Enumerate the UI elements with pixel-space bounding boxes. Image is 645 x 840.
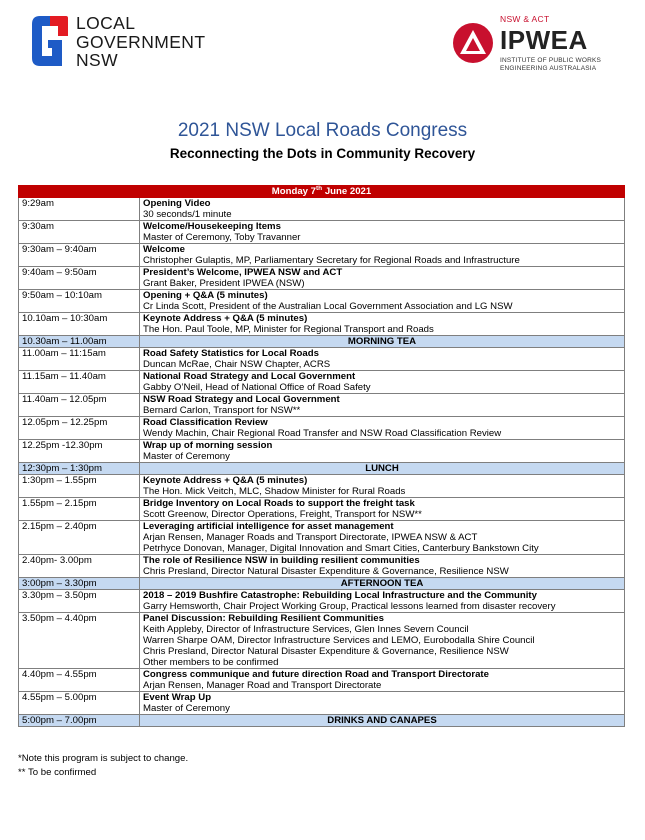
session-row	[19, 475, 625, 498]
local-government-nsw-logo	[28, 14, 218, 70]
session-speaker: Gabby O’Neil, Head of National Office of Road Safety	[143, 382, 371, 393]
session-title: 2018 – 2019 Bushfire Catastrophe: Rebuilding Local Infrastructure and the Community	[143, 590, 537, 601]
ipwea-triangle-icon	[452, 22, 494, 64]
session-title: Keynote Address + Q&A (5 minutes)	[143, 475, 308, 486]
session-time: 10.30am – 11.00am	[19, 336, 140, 348]
session-row	[19, 371, 625, 394]
session-title: Road Classification Review	[143, 417, 268, 428]
session-details	[140, 221, 625, 244]
session-row	[19, 198, 625, 221]
session-details	[140, 290, 625, 313]
session-row	[19, 498, 625, 521]
document-title: 2021 NSW Local Roads Congress	[177, 120, 468, 141]
session-speaker: Warren Sharpe OAM, Director Infrastructure Services and LEMO, Eurobodalla Shire Council	[143, 635, 535, 646]
session-title: NSW Road Strategy and Local Government	[143, 394, 340, 405]
session-details	[140, 394, 625, 417]
session-speaker: Wendy Machin, Chair Regional Road Transfer and NSW Road Classification Review	[143, 428, 502, 439]
session-speaker: Duncan McRae, Chair NSW Chapter, ACRS	[143, 359, 331, 370]
day-header-prefix: Monday 7	[271, 186, 317, 197]
day-header-row	[19, 186, 625, 198]
session-time: 9:30am – 9:40am	[19, 244, 140, 267]
session-details	[140, 475, 625, 498]
session-row	[19, 417, 625, 440]
session-details	[140, 613, 625, 669]
session-title: National Road Strategy and Local Government	[143, 371, 356, 382]
session-row	[19, 394, 625, 417]
session-speaker: Arjan Rensen, Manager Roads and Transport Directorate, IPWEA NSW & ACT	[143, 532, 478, 543]
session-row	[19, 692, 625, 715]
session-speaker: Scott Greenow, Director Operations, Freight, Transport for NSW**	[143, 509, 422, 520]
session-time: 1.55pm – 2.15pm	[19, 498, 140, 521]
session-row	[19, 440, 625, 463]
session-time: 12.05pm – 12.25pm	[19, 417, 140, 440]
session-speaker: Bernard Carlon, Transport for NSW**	[143, 405, 301, 416]
session-row	[19, 244, 625, 267]
ipwea-region: NSW & ACT	[500, 14, 550, 24]
lg-line-3: NSW	[76, 50, 119, 70]
session-time: 10.10am – 10:30am	[19, 313, 140, 336]
session-details	[140, 498, 625, 521]
session-details	[140, 590, 625, 613]
ipwea-subtitle-line-1: INSTITUTE OF PUBLIC WORKS	[500, 57, 602, 64]
break-label: DRINKS AND CANAPES	[140, 715, 625, 727]
session-speaker: Chris Presland, Director Natural Disaster Expenditure & Governance, Resilience NSW	[143, 566, 509, 577]
session-title: Opening + Q&A (5 minutes)	[143, 290, 268, 301]
session-row	[19, 290, 625, 313]
session-title: Road Safety Statistics for Local Roads	[143, 348, 319, 359]
session-row	[19, 590, 625, 613]
session-speaker: Cr Linda Scott, President of the Australian Local Government Association and LG NSW	[143, 301, 513, 312]
session-title: Congress communique and future direction Road and Transport Directorate	[143, 669, 489, 680]
break-row	[19, 578, 625, 590]
session-details	[140, 521, 625, 555]
break-label: MORNING TEA	[140, 336, 625, 348]
session-time: 12.25pm -12.30pm	[19, 440, 140, 463]
session-title: Welcome/Housekeeping Items	[143, 221, 281, 232]
break-row	[19, 715, 625, 727]
session-details	[140, 440, 625, 463]
session-title: Panel Discussion: Rebuilding Resilient Communities	[143, 613, 384, 624]
session-speaker: The Hon. Mick Veitch, MLC, Shadow Minister for Rural Roads	[143, 486, 406, 497]
ipwea-logo	[452, 14, 632, 74]
session-speaker: Master of Ceremony	[143, 703, 230, 714]
session-details	[140, 198, 625, 221]
session-details	[140, 669, 625, 692]
session-time: 11.40am – 12.05pm	[19, 394, 140, 417]
session-time: 9:29am	[19, 198, 140, 221]
session-details	[140, 267, 625, 290]
session-row	[19, 348, 625, 371]
session-speaker: Other members to be confirmed	[143, 657, 279, 668]
day-header	[19, 186, 625, 198]
session-time: 2.15pm – 2.40pm	[19, 521, 140, 555]
session-speaker: The Hon. Paul Toole, MP, Minister for Regional Transport and Roads	[143, 324, 434, 335]
session-details	[140, 692, 625, 715]
session-title: The role of Resilience NSW in building resilient communities	[143, 555, 420, 566]
session-details	[140, 244, 625, 267]
session-time: 1:30pm – 1.55pm	[19, 475, 140, 498]
session-row	[19, 267, 625, 290]
session-time: 4.40pm – 4.55pm	[19, 669, 140, 692]
session-time: 9:30am	[19, 221, 140, 244]
day-header-suffix: June 2021	[322, 186, 372, 197]
document-subtitle: Reconnecting the Dots in Community Recovery	[169, 146, 476, 161]
session-speaker: Master of Ceremony	[143, 451, 230, 462]
session-time: 3.50pm – 4.40pm	[19, 613, 140, 669]
day-header-sup: th	[316, 184, 323, 192]
session-title: Event Wrap Up	[143, 692, 212, 703]
session-speaker: Keith Appleby, Director of Infrastructure Services, Glen Innes Severn Council	[143, 624, 469, 635]
session-time: 12:30pm – 1:30pm	[19, 463, 140, 475]
session-details	[140, 555, 625, 578]
break-label: AFTERNOON TEA	[140, 578, 625, 590]
session-time: 9:40am – 9:50am	[19, 267, 140, 290]
session-time: 2.40pm- 3.00pm	[19, 555, 140, 578]
session-title: Welcome	[143, 244, 185, 255]
session-details	[140, 348, 625, 371]
session-row	[19, 555, 625, 578]
program-table	[18, 185, 625, 727]
session-row	[19, 221, 625, 244]
session-row	[19, 613, 625, 669]
session-speaker: Chris Presland, Director Natural Disaster Expenditure & Governance, Resilience NSW	[143, 646, 509, 657]
session-speaker: 30 seconds/1 minute	[143, 209, 232, 220]
session-time: 11.00am – 11:15am	[19, 348, 140, 371]
session-row	[19, 669, 625, 692]
footnote-change: *Note this program is subject to change.	[18, 753, 189, 764]
lg-line-2: GOVERNMENT	[76, 31, 206, 52]
ipwea-subtitle-line-2: ENGINEERING AUSTRALASIA	[500, 64, 597, 72]
break-row	[19, 336, 625, 348]
session-speaker: Arjan Rensen, Manager Road and Transport Directorate	[143, 680, 382, 691]
session-time: 9:50am – 10:10am	[19, 290, 140, 313]
session-speaker: Christopher Gulaptis, MP, Parliamentary Secretary for Regional Roads and Infrastructure	[143, 255, 520, 266]
lg-wordmark	[76, 14, 205, 70]
ipwea-name: IPWEA	[500, 25, 588, 55]
break-row	[19, 463, 625, 475]
session-time: 3:00pm – 3.30pm	[19, 578, 140, 590]
session-speaker: Grant Baker, President IPWEA (NSW)	[143, 278, 305, 289]
session-row	[19, 521, 625, 555]
session-title: Wrap up of morning session	[143, 440, 273, 451]
lg-nsw-mark-icon	[28, 14, 70, 68]
session-details	[140, 313, 625, 336]
session-title: Opening Video	[143, 198, 211, 209]
session-title: President’s Welcome, IPWEA NSW and ACT	[143, 267, 343, 278]
footnotes	[18, 752, 188, 780]
session-time: 11.15am – 11.40am	[19, 371, 140, 394]
session-title: Keynote Address + Q&A (5 minutes)	[143, 313, 308, 324]
session-title: Leveraging artificial intelligence for asset management	[143, 521, 394, 532]
session-speaker: Garry Hemsworth, Chair Project Working Group, Practical lessons learned from disaster recovery	[143, 601, 556, 612]
lg-line-1: LOCAL	[76, 13, 136, 33]
ipwea-subtitle	[500, 57, 601, 72]
session-time: 5:00pm – 7.00pm	[19, 715, 140, 727]
session-details	[140, 417, 625, 440]
session-speaker: Petrhyce Donovan, Manager, Digital Innovation and Smart Cities, Canterbury Bankstown City	[143, 543, 539, 554]
session-title: Bridge Inventory on Local Roads to support the freight task	[143, 498, 415, 509]
session-time: 4.55pm – 5.00pm	[19, 692, 140, 715]
session-speaker: Master of Ceremony, Toby Travanner	[143, 232, 301, 243]
footnote-tbc: ** To be confirmed	[18, 767, 97, 778]
session-details	[140, 371, 625, 394]
session-time: 3.30pm – 3.50pm	[19, 590, 140, 613]
break-label: LUNCH	[140, 463, 625, 475]
session-row	[19, 313, 625, 336]
